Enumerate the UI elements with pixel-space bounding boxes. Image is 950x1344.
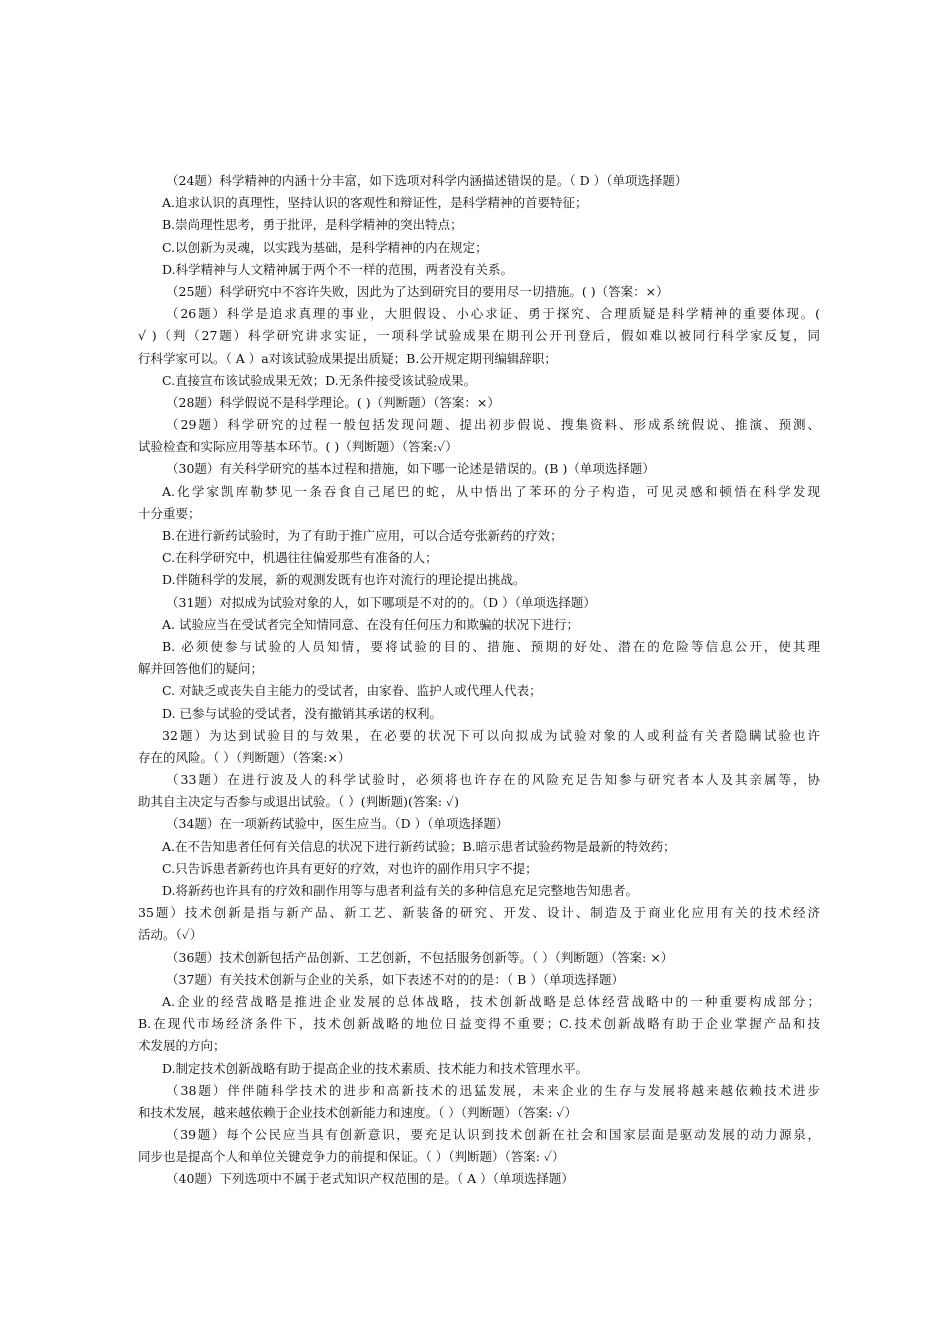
text-line: B. 必须使参与试验的人员知情，要将试验的目的、措施、预期的好处、潜在的危险等信息公开，使其理 [162,638,820,654]
text-line: 解并回答他们的疑问； [138,661,264,677]
text-line: C.在科学研究中，机遇往往偏爱那些有准备的人； [162,550,438,566]
text-line: （29题）科学研究的过程一般包括发现问题、提出初步假说、搜集资料、形成系统假说、推演、预测、 [166,417,820,433]
text-line: （34题）在一项新药试验中，医生应当。（D ）（单项选择题） [166,816,509,832]
text-line: B.在现代市场经济条件下，技术创新战略的地位日益变得不重要；C.技术创新战略有助于企业掌握产品和技 [138,1016,820,1032]
text-line: 和技术发展，越来越依赖于企业技术创新能力和速度。（ ）（判断题）（答案: ✓） [138,1104,577,1120]
text-line: B.崇尚理性思考，勇于批评，是科学精神的突出特点； [162,217,463,233]
text-line: D.科学精神与人文精神属于两个不一样的范围，两者没有关系。 [162,261,514,277]
text-line: （28题）科学假说不是科学理论。( )（判断题）（答案：×） [166,394,500,410]
text-line: C.以创新为灵魂，以实践为基础，是科学精神的内在规定； [162,239,488,255]
text-line: （31题）对拟成为试验对象的人，如下哪项是不对的的。（D ）（单项选择题） [166,594,596,610]
text-line: D.将新药也许具有的疗效和副作用等与患者利益有关的多种信息充足完整地告知患者。 [162,883,639,898]
text-line: （39题）每个公民应当具有创新意识，要充足认识到技术创新在社会和国家层面是驱动发展的动力源泉， [166,1127,820,1143]
text-line: （38题）伴伴随科学技术的进步和高新技术的迅猛发展，未来企业的生存与发展将越来越依赖技术进步 [166,1082,820,1098]
text-line: （37题）有关技术创新与企业的关系，如下表述不对的的是：（ B ）（单项选择题） [166,971,625,987]
text-line: C.只告诉患者新药也许具有更好的疗效，对也许的副作用只字不提； [162,860,538,876]
text-line: 十分重要； [138,505,201,521]
text-line: B.在进行新药试验时，为了有助于推广应用，可以合适夸张新药的疗效； [162,528,563,543]
text-line: 35题）技术创新是指与新产品、新工艺、新装备的研究、开发、设计、制造及于商业化应用有关的技术经济 [138,905,820,921]
text-line: √ )（判（27题）科学研究讲求实证，一项科学试验成果在期刊公开刊登后，假如难以被同行科学家反复，同 [138,328,820,344]
text-line: （33题）在进行波及人的科学试验时，必须将也许存在的风险充足告知参与研究者本人及其亲属等，协 [166,772,820,788]
text-line: （25题）科学研究中不容许失败，因此为了达到研究目的要用尽一切措施。( )（答案：×） [166,283,669,299]
text-line: D.制定技术创新战略有助于提高企业的技术素质、技术能力和技术管理水平。 [162,1060,589,1076]
text-line: D.伴随科学的发展，新的观测发既有也许对流行的理论提出挑战。 [162,572,526,588]
text-line: 助其自主决定与否参与或退出试验。（ ）(判断题)(答案: ✓) [138,794,459,810]
text-line: 活动。（✓） [138,927,203,943]
text-line: A.企业的经营战略是推进企业发展的总体战略，技术创新战略是总体经营战略中的一种重要构成部分； [162,993,820,1009]
text-line: 行科学家可以。（ A ）a对该试验成果提出质疑；B.公开规定期刊编辑辞职； [138,350,557,366]
text-line: （30题）有关科学研究的基本过程和措施，如下哪一论述是错误的。(B )（单项选择题） [166,461,655,477]
text-line: （24题）科学精神的内涵十分丰富，如下选项对科学内涵描述错误的是。（ D ）（单项选择题） [166,173,688,188]
text-line: D. 已参与试验的受试者，没有撤销其承诺的权利。 [162,705,443,721]
text-line: A. 试验应当在受试者完全知情同意、在没有任何压力和欺骗的状况下进行； [162,616,579,632]
text-line: A.追求认识的真理性，坚持认识的客观性和辩证性，是科学精神的首要特征； [162,195,588,211]
text-line: A.化学家凯库勒梦见一条吞食自己尾巴的蛇，从中悟出了苯环的分子构造，可见灵感和顿悟在科学发现 [162,483,820,499]
text-line: 32题）为达到试验目的与效果，在必要的状况下可以向拟成为试验对象的人或利益有关者隐瞒试验也许 [162,727,820,743]
text-line: 试验检查和实际应用等基本环节。( )（判断题）（答案:✓） [138,439,458,455]
text-line: C. 对缺乏或丧失自主能力的受试者，由家眷、监护人或代理人代表； [162,683,542,699]
text-line: 存在的风险。（ ）（判断题）（答案:×） [138,749,351,765]
text-line: 同步也是提高个人和单位关键竞争力的前提和保证。（ ）（判断题）（答案: ✓） [138,1149,565,1165]
text-line: （26题）科学是追求真理的事业，大胆假设、小心求证、勇于探究、合理质疑是科学精神的重要体现。( [166,306,820,322]
text-line: A.在不告知患者任何有关信息的状况下进行新药试验；B.暗示患者试验药物是最新的特效药； [162,838,676,854]
text-line: C.直接宣布该试验成果无效；D.无条件接受该试验成果。 [162,372,477,388]
document-page [138,170,820,1191]
text-line: （40题）下列选项中不属于老式知识产权范围的是。（ A ）（单项选择题） [166,1171,574,1187]
text-line: 术发展的方向； [138,1038,226,1054]
text-line: （36题）技术创新包括产品创新、工艺创新，不包括服务创新等。（ ）（判断题）（答案: ×） [166,949,674,965]
